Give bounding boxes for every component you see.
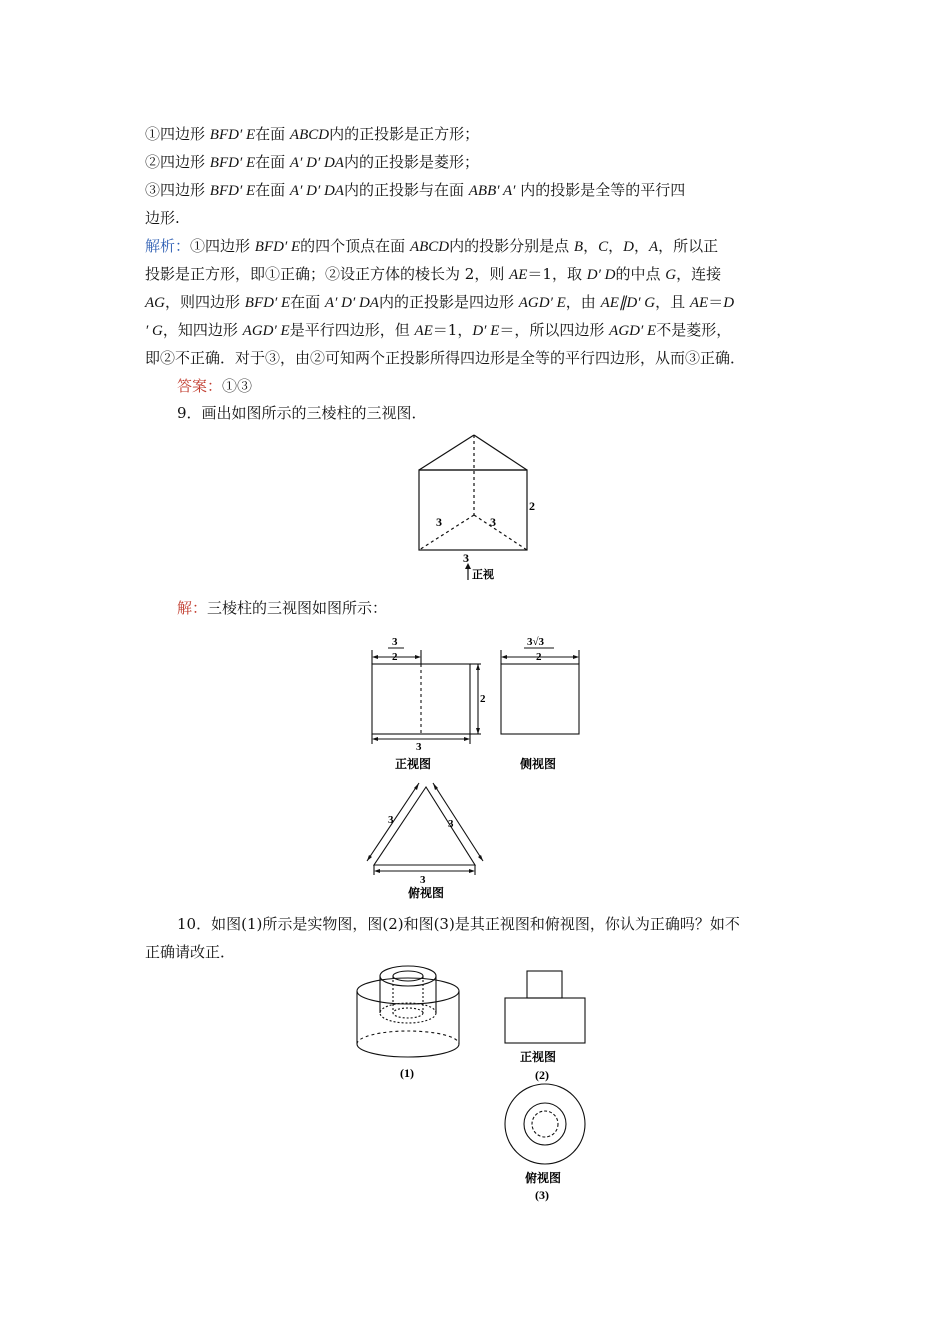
front-half-numerator: 3 <box>392 636 398 648</box>
analysis-line-2: 投影是正方形，即①正确；②设正方体的棱长为 2，则 AE＝1，取 D′ D的中点 G，连接 <box>145 265 722 283</box>
top-view-caption: 俯视图 <box>408 886 445 900</box>
statement-3-cont: 边形. <box>145 209 180 227</box>
question-9: 9．画出如图所示的三棱柱的三视图． <box>177 404 427 422</box>
analysis-line-3: AG，则四边形 BFD′ E在面 A′ D′ DA内的正投影是四边形 AGD′ E，由 AE∥D′ G，且 AE＝D <box>145 293 735 311</box>
front-height-label: 2 <box>480 693 486 705</box>
fig3-number: (3) <box>535 1188 549 1202</box>
front-view-caption: 正视图 <box>395 757 432 771</box>
three-views-figure <box>360 630 600 775</box>
question-10-line-2: 正确请改正． <box>145 943 236 961</box>
side-width-denominator: 2 <box>536 651 542 663</box>
prism-figure <box>410 430 550 590</box>
prism-label-3b: 3 <box>490 515 496 529</box>
front-width-label: 3 <box>416 741 422 753</box>
side-width-numerator: 3√3 <box>527 636 545 648</box>
analysis-line-5: 即②不正确．对于③，由②可知两个正投影所得四边形是全等的平行四边形，从而③正确． <box>145 349 746 367</box>
statement-3: ③四边形 BFD′ E在面 A′ D′ DA内的正投影与在面 ABB′ A′ 内的投影是全等的平行四 <box>145 181 686 199</box>
answer-line <box>177 376 842 396</box>
solution-9: 解：三棱柱的三视图如图所示： <box>177 599 388 617</box>
statement-1: ①四边形 BFD′ E在面 ABCD内的正投影是正方形； <box>145 125 480 143</box>
fig2-number: (2) <box>535 1068 549 1082</box>
fig1-caption: (1) <box>400 1066 414 1080</box>
statement-2: ②四边形 BFD′ E在面 A′ D′ DA内的正投影是菱形； <box>145 153 479 171</box>
top-right-label: 3 <box>448 818 454 830</box>
side-view-caption: 侧视图 <box>520 757 557 771</box>
fig3-caption: 俯视图 <box>525 1171 562 1185</box>
analysis-line-4: ′ G，知四边形 AGD′ E是平行四边形，但 AE＝1，D′ E＝，所以四边形 AGD′ E不是菱形， <box>145 321 732 339</box>
answer-text: ①③ <box>222 377 253 395</box>
prism-label-2: 2 <box>529 499 535 513</box>
top-left-label: 3 <box>388 814 394 826</box>
analysis-label: 解析： <box>145 237 191 255</box>
answer-label: 答案： <box>177 377 223 395</box>
cylinder-figures <box>355 963 595 1208</box>
prism-label-3c: 3 <box>463 551 469 565</box>
analysis-line-1: 解析：①四边形 BFD′ E的四个顶点在面 ABCD内的投影分别是点 B，C，D，A，所以正 <box>145 237 719 255</box>
prism-label-3a: 3 <box>436 515 442 529</box>
fig2-caption: 正视图 <box>520 1050 557 1064</box>
top-bottom-label: 3 <box>420 874 426 886</box>
front-half-denominator: 2 <box>392 651 398 663</box>
question-10-line-1: 10．如图(1)所示是实物图，图(2)和图(3)是其正视图和俯视图，你认为正确吗？如不 <box>177 915 740 933</box>
top-view-figure <box>360 775 490 905</box>
solution-label: 解： <box>177 599 208 617</box>
front-view-mark: 正视 <box>472 569 494 581</box>
